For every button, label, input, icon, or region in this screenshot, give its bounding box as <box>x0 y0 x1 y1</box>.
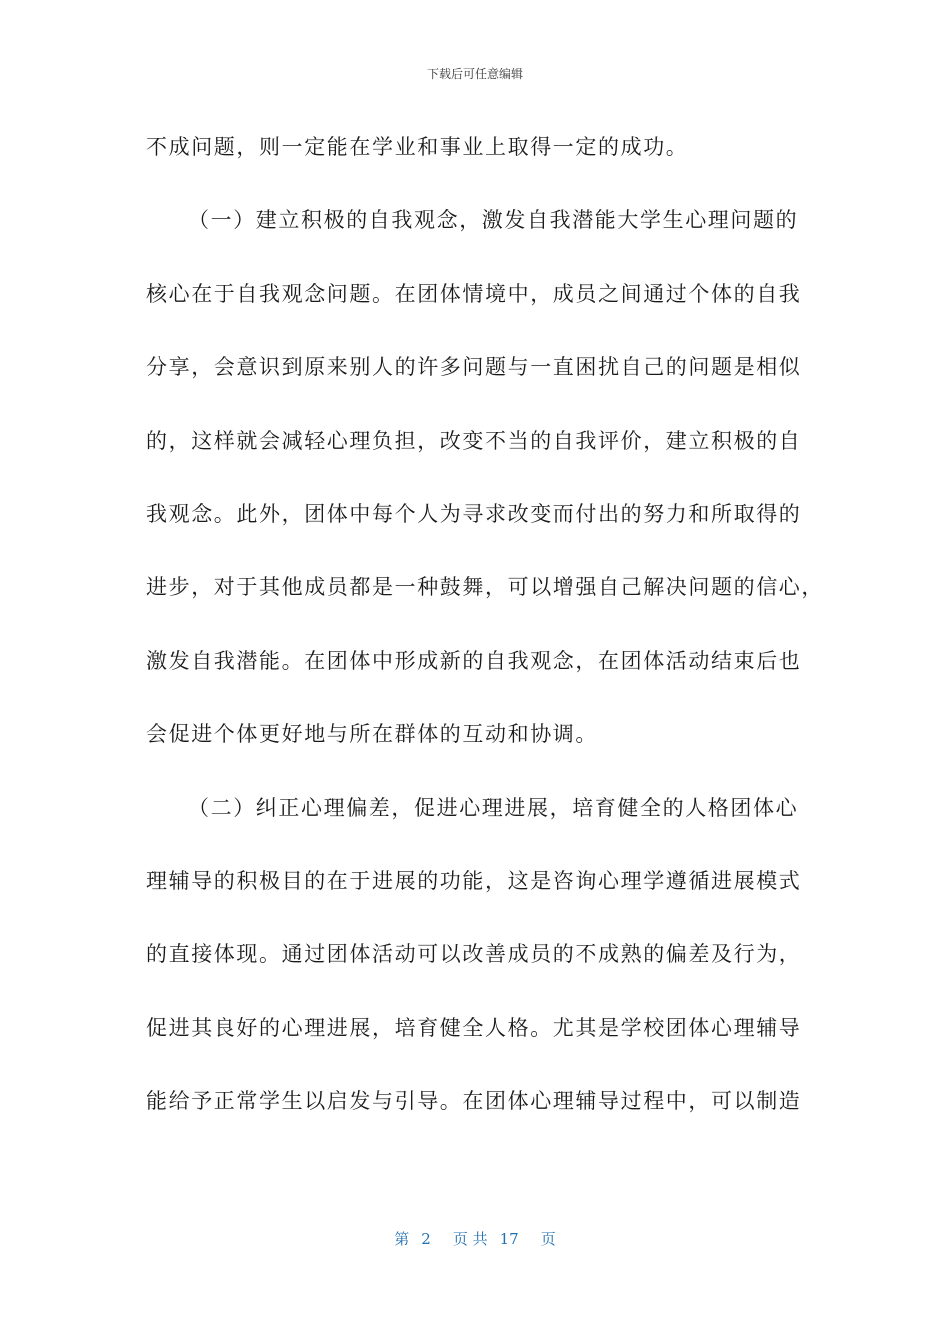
text-line: 促进其良好的心理进展，培育健全人格。尤其是学校团体心理辅导 <box>146 1015 802 1040</box>
footer-total-pages: 17 <box>499 1230 519 1248</box>
text-line: 分享，会意识到原来别人的许多问题与一直困扰自己的问题是相似 <box>146 355 802 380</box>
text-line: 进步，对于其他成员都是一种鼓舞，可以增强自己解决问题的信心， <box>146 575 824 600</box>
text-line: 的，这样就会减轻心理负担，改变不当的自我评价，建立积极的自 <box>146 428 802 453</box>
text-line: 激发自我潜能。在团体中形成新的自我观念，在团体活动结束后也 <box>146 648 802 673</box>
text-line: 核心在于自我观念问题。在团体情境中，成员之间通过个体的自我 <box>146 281 802 306</box>
page-header-note: 下载后可任意编辑 <box>426 67 523 81</box>
text-line: 能给予正常学生以启发与引导。在团体心理辅导过程中，可以制造 <box>146 1089 802 1114</box>
section-heading-line: （二）纠正心理偏差，促进心理进展，培育健全的人格团体心 <box>188 795 799 820</box>
footer-suffix: 页 <box>540 1230 556 1248</box>
footer-middle: 页 共 <box>452 1230 488 1248</box>
text-line: 我观念。此外，团体中每个人为寻求改变而付出的努力和所取得的 <box>146 501 802 526</box>
page-footer <box>0 1229 950 1249</box>
text-line: 的直接体现。通过团体活动可以改善成员的不成熟的偏差及行为， <box>146 942 802 967</box>
text-line: 不成问题，则一定能在学业和事业上取得一定的成功。 <box>146 135 689 159</box>
section-heading-line: （一）建立积极的自我观念，激发自我潜能大学生心理问题的 <box>188 208 799 233</box>
footer-prefix: 第 <box>394 1230 410 1248</box>
footer-current-page: 2 <box>421 1230 431 1248</box>
text-line: 理辅导的积极目的在于进展的功能，这是咨询心理学遵循进展模式 <box>146 868 802 893</box>
text-line: 会促进个体更好地与所在群体的互动和协调。 <box>146 722 598 747</box>
document-body <box>146 124 824 1151</box>
